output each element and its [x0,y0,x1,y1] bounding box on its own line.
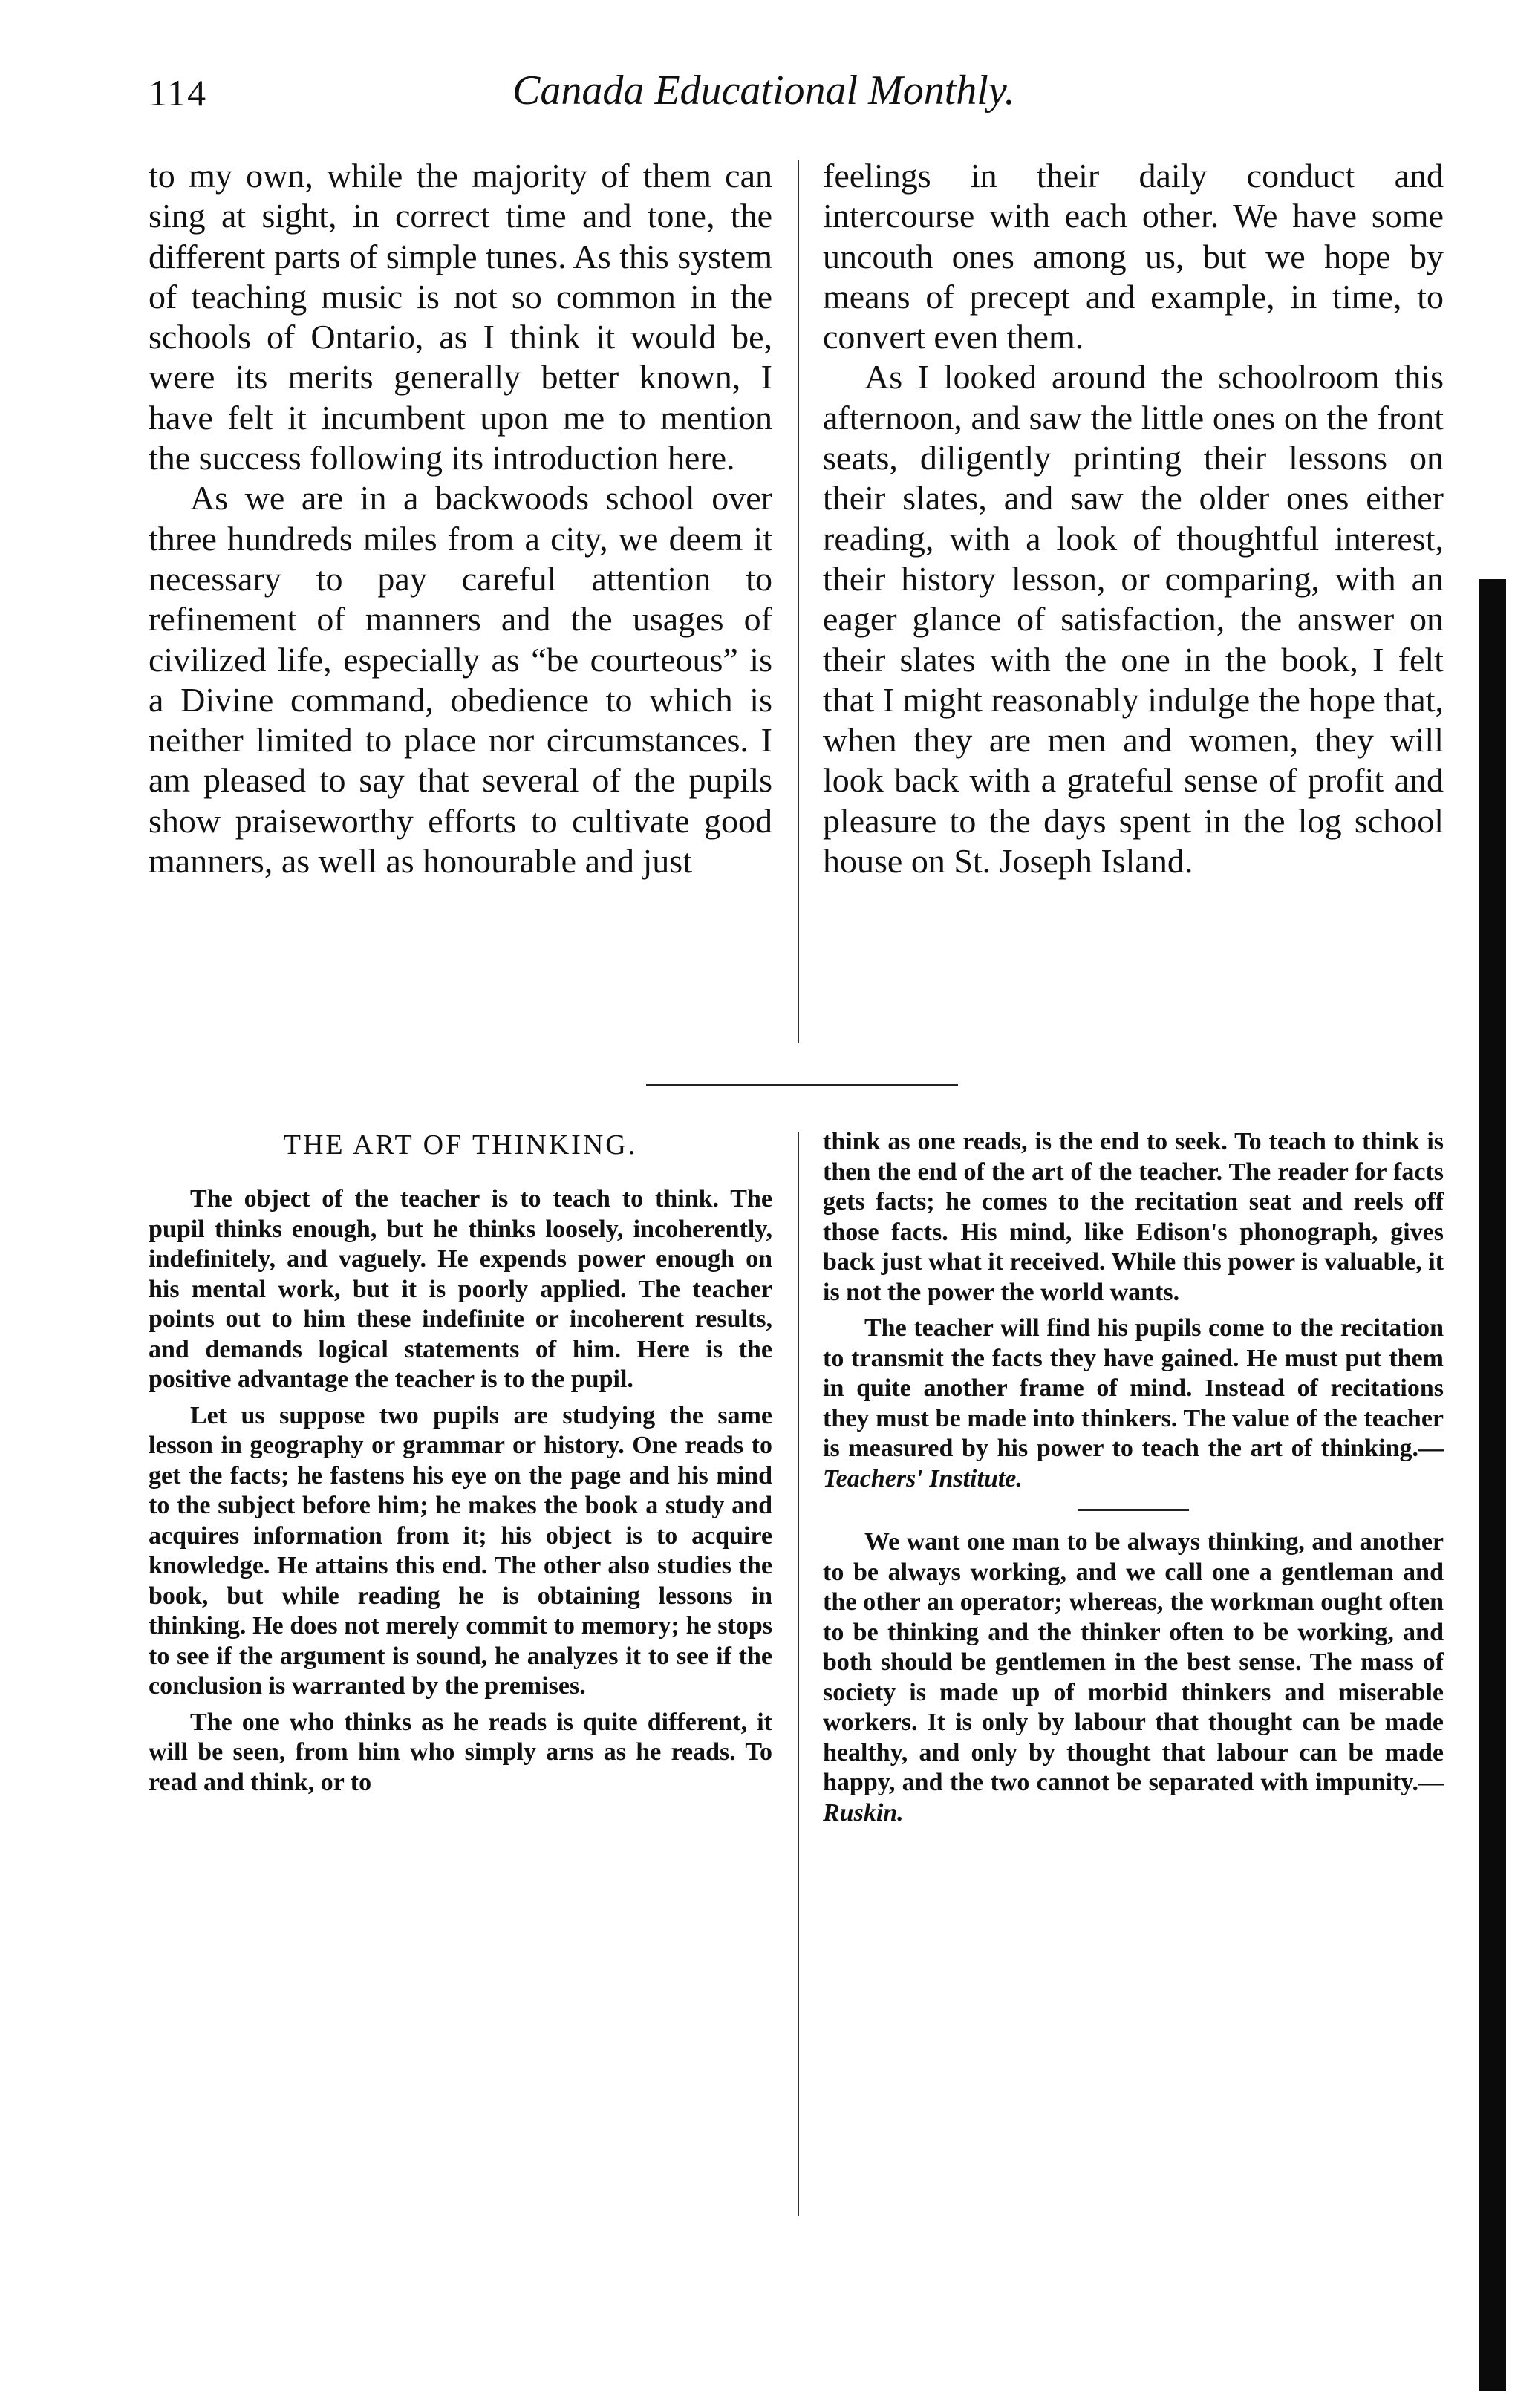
upper-left-column [149,156,772,881]
article-paragraph-1: The object of the teacher is to teach to think. The pupil thinks enough, but he thinks loosely, incoherently, indefinitely, and vaguely. He expends power enough on his mental work, but it is poorly applied. The teacher points out to him these indefinite or incoherent results, and demands logical statements of him. Here is the positive advantage the teacher is to the pupil. [149,1185,772,1393]
article-title: THE ART OF THINKING. [283,1129,638,1161]
upper-right-paragraph-1: feelings in their daily conduct and intercourse with each other. We have some uncouth ones among us, but we hope by means of precept and example, in time, to convert even them. [823,157,1444,356]
article-paragraph-4: think as one reads, is the end to seek. To teach to think is then the end of the art of the teacher. The reader for facts gets facts; he comes to the recitation seat and reels off those facts. His mind, like Edison's phonograph, gives back just what it received. While this power is valuable, it is not the power the world wants. [823,1128,1444,1306]
upper-left-paragraph-2: As we are in a backwoods school over three hundreds miles from a city, we deem it necessary to pay careful attention to refinement of manners and the usages of civilized life, especially as “be courteous” is a Divine command, obedience to which is neither limited to place nor circumstances. I am pleased to say that several of the pupils show praiseworthy efforts to cultivate good manners, as well as honourable and just [149,479,772,881]
upper-right-column [823,156,1444,881]
quote-source: Ruskin. [823,1798,904,1827]
article-right-column [823,1127,1444,1828]
ruskin-quote [823,1527,1444,1828]
article-left-column [149,1184,772,1798]
quote-separator-rule [1078,1509,1189,1511]
upper-right-paragraph-2: As I looked around the schoolroom this afternoon, and saw the little ones on the front seats, diligently printing their lessons on their slates, and saw the older ones either reading, with a look of thoughtful interest, their history lesson, or comparing, with an eager glance of satisfaction, the answer on their slates with the one in the book, I felt that I might reasonably indulge the hope that, when they are men and women, they will look back with a grateful sense of profit and pleasure to the days spent in the log school house on St. Joseph Island. [823,358,1444,881]
section-separator-rule [646,1084,958,1086]
article-paragraph-3: The one who thinks as he reads is quite different, it will be seen, from him who simply arns as he reads. To read and think, or to [149,1708,772,1796]
upper-column-divider [798,160,799,1043]
lower-column-divider [798,1132,799,2216]
ruskin-quote-text: We want one man to be always thinking, and another to be always working, and we call one a gentleman and the other an operator; whereas, the workman ought often to be thinking and the thinker often to be working, and both should be gentlemen in the best sense. The mass of society is made up of morbid thinkers and miserable workers. It is only by labour that thought can be made healthy, and only by thought that labour can be made happy, and the two cannot be separated with impunity.— [823,1528,1444,1796]
article-paragraph-2: Let us suppose two pupils are studying the same lesson in geography or grammar or history. One reads to get the facts; he fastens his eye on the page and his mind to the subject before him; he makes the book a study and acquires information from it; his object is to acquire knowledge. He attains this end. The other also studies the book, but while reading he is obtaining lessons in thinking. He does not merely commit to memory; he stops to see if the argument is sound, he analyzes it to see if the conclusion is warranted by the premises. [149,1401,772,1700]
article-paragraph-5-text: The teacher will find his pupils come to the recitation to transmit the facts they have gained. He must put them in quite another frame of mind. Instead of recitations they must be made into thinkers. The value of the teacher is measured by his power to teach the art of thinking.— [823,1314,1444,1462]
scan-edge-bar [1479,579,1506,2391]
article-paragraph-5 [823,1314,1444,1494]
article-source: Teachers' Institute. [823,1464,1023,1492]
upper-left-paragraph-1: to my own, while the majority of them can sing at sight, in correct time and tone, the different parts of simple tunes. As this system of teaching music is not so common in the schools of Ontario, as I think it would be, were its merits generally better known, I have felt it incumbent upon me to mention the success following its introduction here. [149,157,772,477]
page-number: 114 [149,72,208,114]
running-title: Canada Educational Monthly. [512,68,1015,114]
